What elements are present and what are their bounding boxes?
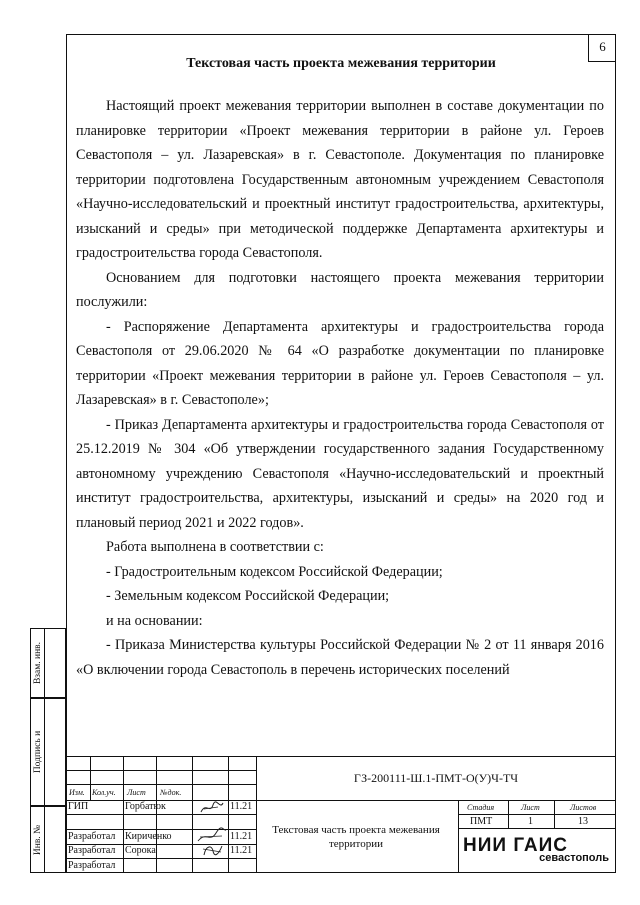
signature-icon	[200, 842, 226, 858]
list-value: 1	[528, 816, 533, 827]
person-name: Горбатюк	[125, 801, 166, 812]
role-label: Разработал	[68, 860, 116, 871]
margin-label: Взам. инв.	[33, 641, 44, 685]
paragraph: - Градостроительным кодексом Российской Федерации;	[106, 563, 443, 580]
paragraph: Настоящий проект межевания территории выполнен в составе документации по планировке территории «Проект межевания территории в районе ул. Героев Севастополя – ул. Лазаревская» в г. Севастополе. Документация по планировке территории подготовлена Государственным автономным учреждением Севастополя «Научно-исследовательский и проектный институт градостроительства, архитектуры, изысканий и среды» при методической поддержке Департамента архитектуры и градостроительства города Севастополя.	[76, 98, 604, 261]
stage-value: ПМТ	[470, 816, 493, 827]
lists-value: 13	[578, 816, 588, 827]
margin-podpis	[30, 698, 66, 806]
institute-logo	[463, 835, 613, 864]
header-izm: Изм.	[69, 788, 85, 797]
stage-header: Стадия	[467, 803, 495, 812]
page-title: Текстовая часть проекта межевания территории	[186, 56, 496, 71]
sign-date: 11.21	[230, 831, 253, 842]
paragraph: Основанием для подготовки настоящего проекта межевания территории послужили:	[76, 269, 604, 310]
logo-main: НИИ ГАИС	[463, 835, 568, 856]
header-kol: Кол.уч.	[92, 788, 116, 797]
header-list: Лист	[127, 788, 146, 797]
signature-icon	[198, 800, 226, 816]
margin-vzam-inv	[30, 628, 66, 698]
document-title: Текстовая часть проекта межевания территории	[272, 824, 440, 850]
paragraph: - Земельным кодексом Российской Федерации;	[106, 588, 390, 604]
document-body	[76, 94, 604, 682]
margin-inv-no	[30, 806, 66, 873]
role-label: ГИП	[68, 801, 89, 812]
paragraph: и на основании:	[106, 612, 203, 629]
role-label: Разработал	[68, 831, 116, 842]
person-name: Кириченко	[125, 831, 172, 842]
role-label: Разработал	[68, 845, 116, 856]
paragraph: - Приказ Департамента архитектуры и градостроительства города Севастополя от 25.12.2019 № 304 «Об утверждении государственного задания Государственному автономному учреждению Севастополя «Научно-исследовательский и проектный институт градостроительства, архитектуры, изысканий и среды» на 2020 год и плановый период 2021 и 2022 годов».	[76, 416, 604, 531]
sheet-number: 6	[588, 34, 616, 62]
header-ndok: №док.	[160, 788, 182, 797]
title-block	[66, 756, 616, 873]
person-name: Сорока	[125, 845, 156, 856]
paragraph: - Приказа Министерства культуры Российской Федерации № 2 от 11 января 2016 «О включении города Севастополь в перечень исторических поселений	[76, 637, 604, 678]
sign-date: 11.21	[230, 845, 253, 856]
document-code: ГЗ-200111-Ш.1-ПМТ-О(У)Ч-ТЧ	[353, 771, 519, 785]
logo-sub: севастополь	[539, 852, 609, 864]
sign-date: 11.21	[230, 801, 253, 812]
margin-label: Подпись и	[33, 730, 44, 774]
paragraph: Работа выполнена в соответствии с:	[106, 539, 324, 555]
lists-header: Листов	[570, 803, 597, 812]
list-header: Лист	[521, 803, 540, 812]
paragraph: - Распоряжение Департамента архитектуры и градостроительства города Севастополя от 29.06.2020 № 64 «О разработке документации по планировке территории «Проект межевания территории в районе ул. Героев Севастополя – ул. Лазаревская» в г. Севастополе»;	[76, 318, 604, 408]
margin-label: Инв. №	[33, 824, 43, 855]
